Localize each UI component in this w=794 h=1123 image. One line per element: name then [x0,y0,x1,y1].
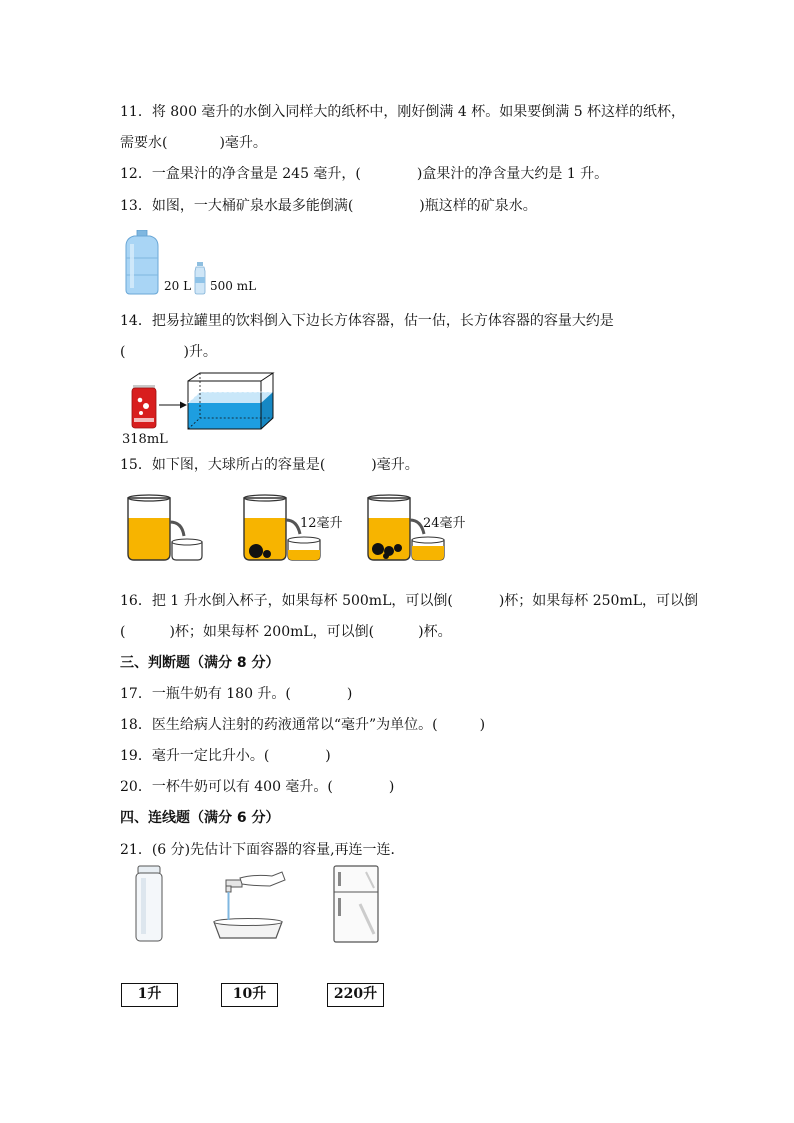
q17-prefix: 17．一瓶牛奶有 180 升。( [120,686,291,702]
q19-line [120,746,331,766]
q15-suffix: )毫升。 [371,457,419,473]
q11-line1: 11．将 800 毫升的水倒入同样大的纸杯中，刚好倒满 4 杯。如果要倒满 5 杯这样的纸杯， [120,104,686,120]
q20-line [120,777,394,797]
cuboid-tank-image [188,373,273,429]
q16-part-d: )杯；如果每杯 200mL，可以倒( [169,624,375,640]
q17-line [120,684,352,704]
q18-prefix: 18．医生给病人注射的药液通常以“毫升”为单位。( [120,717,438,733]
q21-line: 21．(6 分)先估计下面容器的容量,再连一连． [120,842,405,858]
ball-displacement-figure [124,488,474,568]
small-water-bottle-image [195,262,205,294]
q20-suffix: ) [388,779,395,795]
q13-suffix: )瓶这样的矿泉水。 [419,198,537,214]
capacity-option-10l[interactable]: 10升 [221,983,278,1007]
q14-line2 [120,342,217,362]
q11-line2 [120,133,267,153]
q11-prefix: 需要水( [120,135,168,151]
capacity-option-220l[interactable]: 220升 [327,983,384,1007]
q16-part-e: )杯。 [418,624,452,640]
q16-part-a: 16．把 1 升水倒入杯子，如果每杯 500mL，可以倒( [120,593,453,609]
q12-line [120,164,608,184]
can-volume-label: 318mL [122,432,168,447]
q16-part-c: ( [120,624,126,640]
q16-line1 [120,591,698,611]
q13-prefix: 13．如图，一大桶矿泉水最多能倒满( [120,198,354,214]
overflow-24ml-label: 24毫升 [423,516,466,531]
arrow-icon [159,402,187,409]
q13-line [120,196,537,216]
water-bottles-figure [124,230,264,296]
shampoo-bottle-image [136,866,162,941]
q19-prefix: 19．毫升一定比升小。( [120,748,270,764]
q12-suffix: )盒果汁的净含量大约是 1 升。 [416,166,609,182]
q18-line [120,715,485,735]
soda-can-image [132,385,156,428]
section-4-heading: 四、连线题（满分 6 分） [120,810,280,826]
q14-paren-open: ( [120,344,126,360]
q19-suffix: ) [325,748,331,764]
q14-suffix: )升。 [183,344,217,360]
overflow-12ml-label: 12毫升 [300,516,343,531]
q16-line2 [120,622,452,642]
containers-figure [130,864,390,946]
q11-suffix: )毫升。 [219,135,267,151]
q17-suffix: ) [346,686,353,702]
beaker-only-water-image [128,495,202,560]
refrigerator-image [334,866,378,942]
q18-suffix: ) [479,717,486,733]
big-jug-label: 20 L [164,279,192,293]
q20-prefix: 20．一杯牛奶可以有 400 毫升。( [120,779,333,795]
big-water-jug-image [126,230,158,294]
q15-prefix: 15．如下图，大球所占的容量是( [120,457,326,473]
basin-with-tap-image [214,872,285,938]
q12-prefix: 12．一盒果汁的净含量是 245 毫升，( [120,166,361,182]
capacity-option-1l[interactable]: 1升 [121,983,178,1007]
small-bottle-label: 500 mL [210,279,257,293]
q14-line1: 14．把易拉罐里的饮料倒入下边长方体容器，估一估，长方体容器的容量大约是 [120,313,614,329]
can-and-tank-figure [120,372,280,448]
q15-line [120,455,419,475]
q16-part-b: )杯；如果每杯 250mL，可以倒 [498,593,699,609]
section-3-heading: 三、判断题（满分 8 分） [120,655,280,671]
